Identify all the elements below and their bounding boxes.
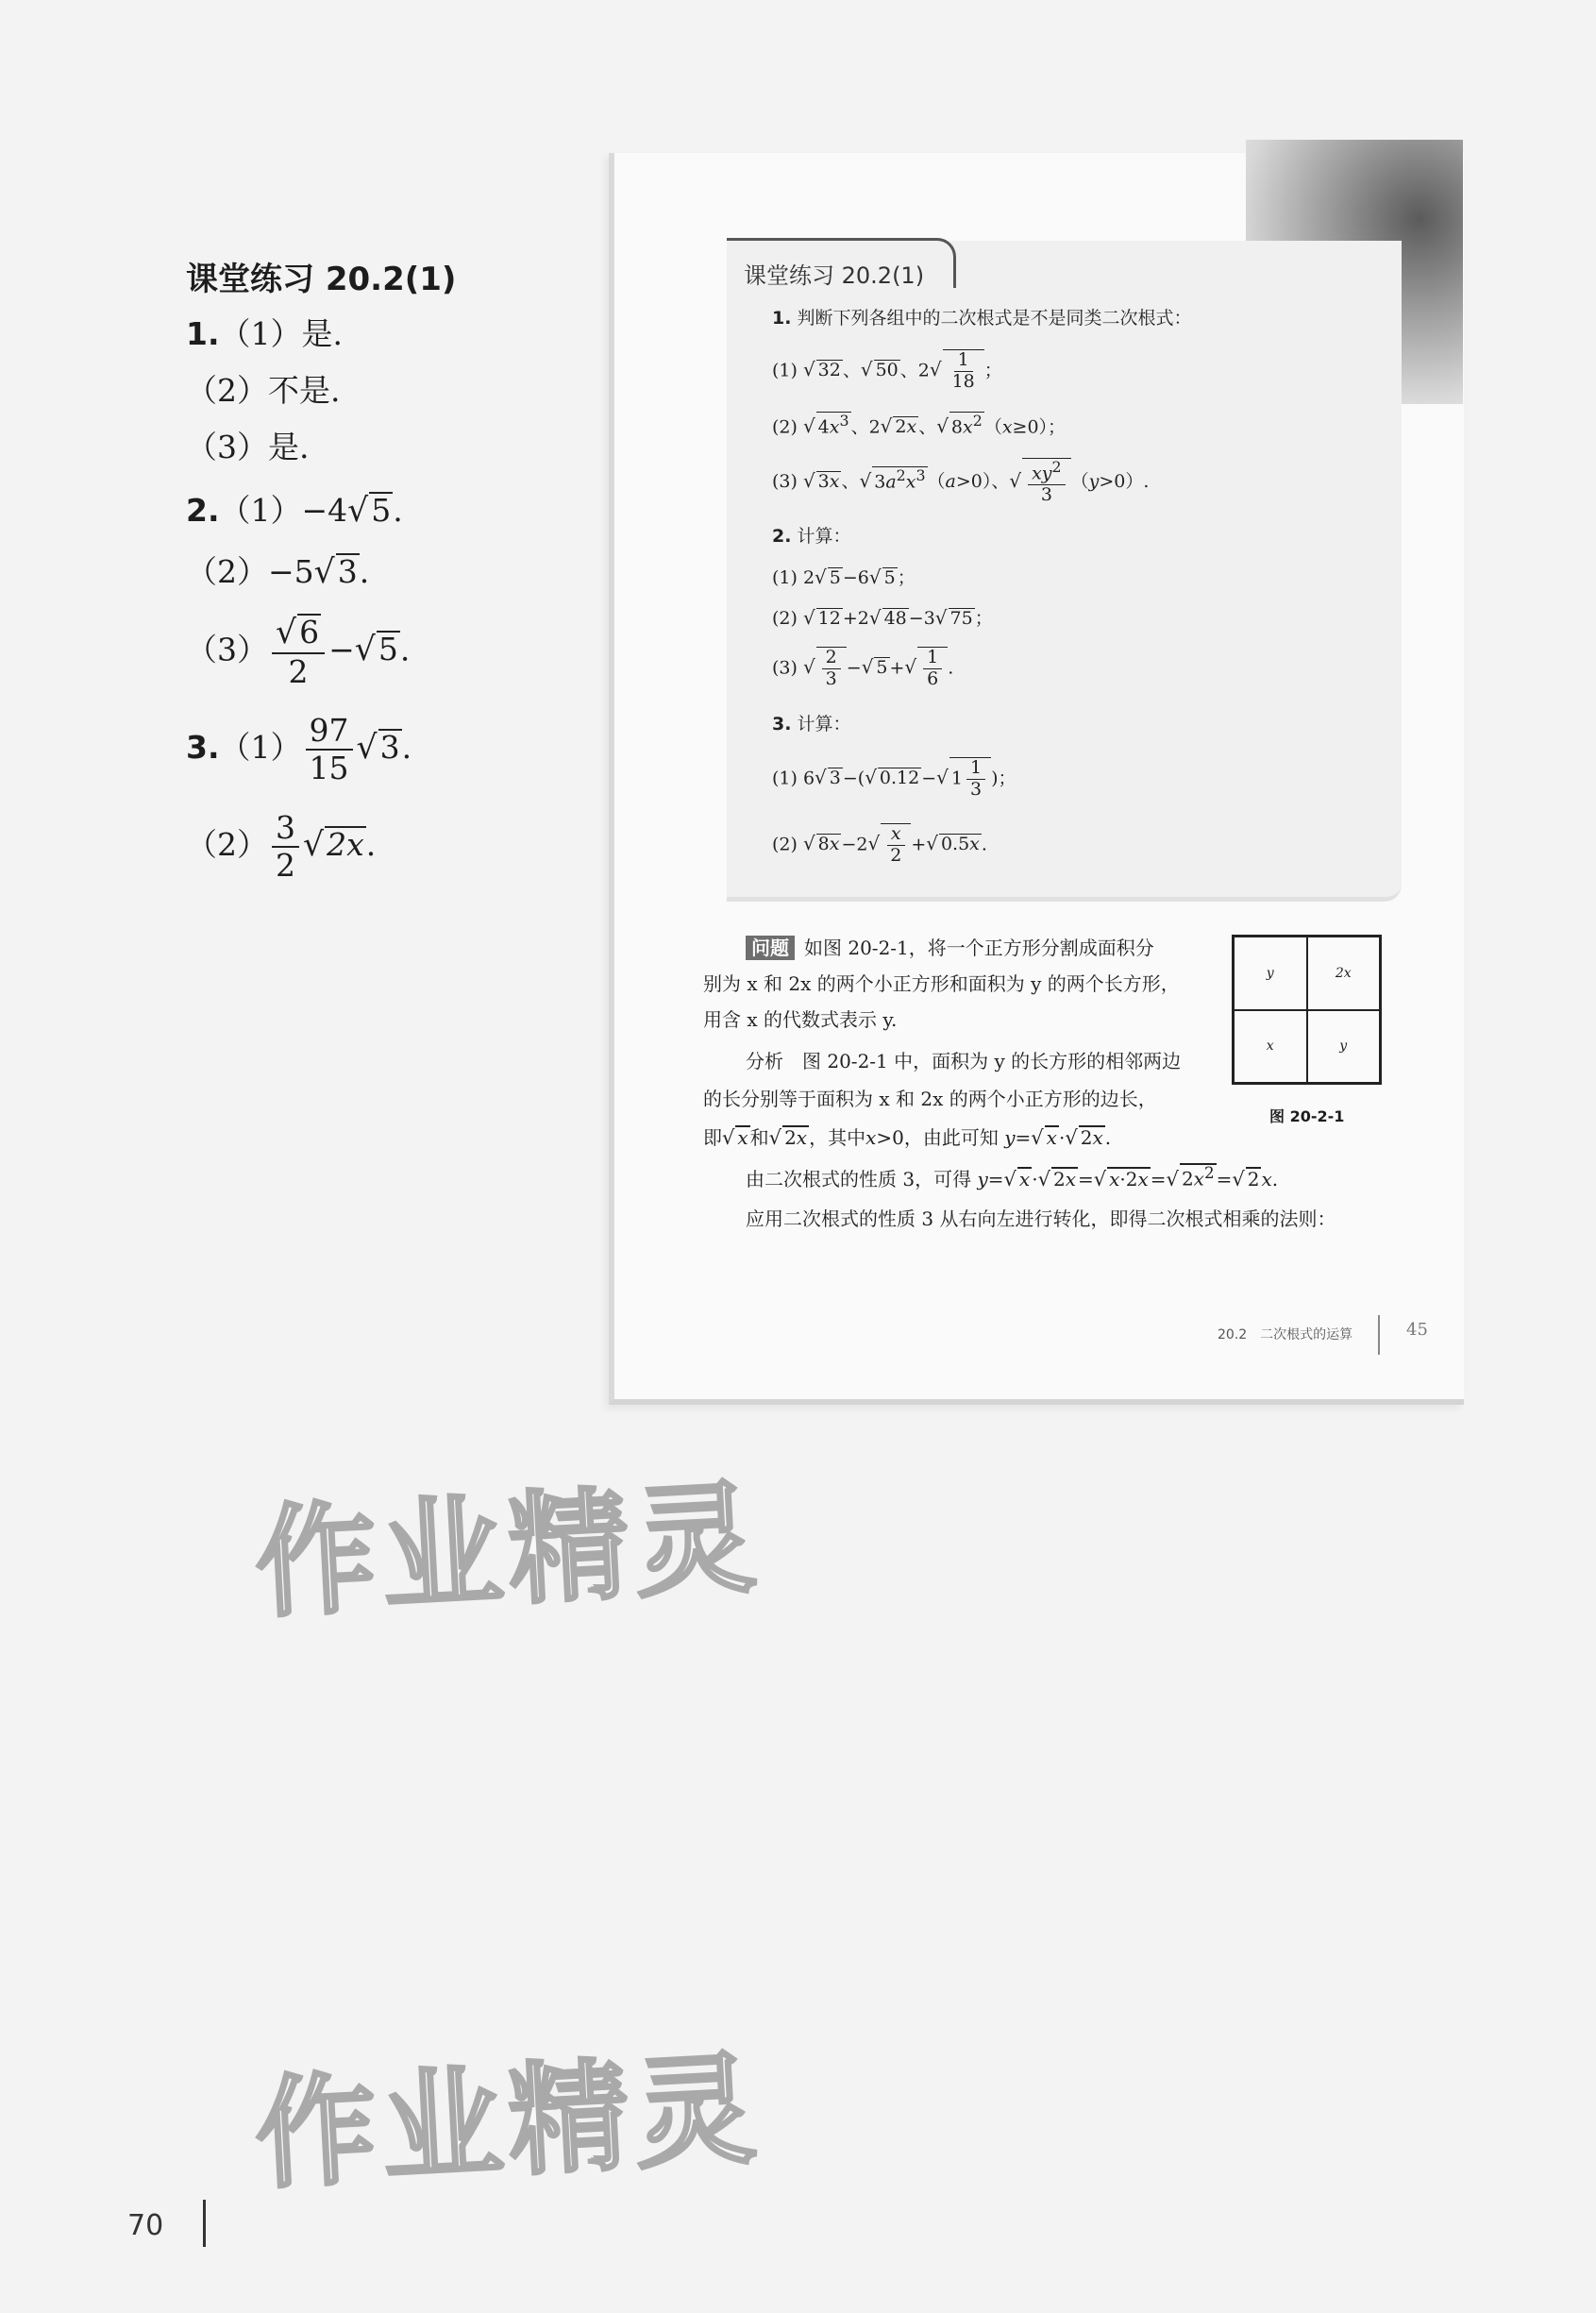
exercise-title: 课堂练习 20.2(1) — [744, 262, 925, 289]
figure-cell-tl: y — [1234, 937, 1307, 1010]
exercise-3-2: (2) √ 8x −2√ $\frac{x}{2}$ +√ 0.5x . — [772, 823, 987, 866]
page-number-divider — [203, 2200, 206, 2247]
answers-title: 课堂练习 20.2(1) — [186, 261, 457, 298]
problem-line-2: 别为 x 和 2x 的两个小正方形和面积为 y 的两个长方形， — [703, 972, 1180, 995]
property-line-1: 由二次根式的性质 3，可得 y=√ x ·√ 2x =√ x·2x =√ $2x^2$ =√ 2 x. — [746, 1164, 1279, 1190]
exercise-1-3: (3) √ 3x 、√ $3a^2x^3$ （a>0）、√ $\frac{xy^2}{3}$ （y>0）. — [772, 458, 1150, 506]
figure-cell-bl: x — [1234, 1010, 1307, 1084]
figure-cell-br: y — [1307, 1010, 1381, 1084]
answer-1-2: （2）不是. — [186, 372, 341, 409]
problem-line-3: 用含 x 的代数式表示 y. — [703, 1008, 898, 1031]
figure-caption: 图 20-2-1 — [1269, 1107, 1345, 1125]
figure-cell-tr: 2x — [1307, 937, 1381, 1010]
exercise-3-1: (1) 6√ 3 −(√ 0.12 −√ 1 $\frac{1}{3}$ )； — [772, 757, 1016, 800]
problem-line-1: 问题 如图 20-2-1，将一个正方形分割成面积分 — [746, 930, 1154, 966]
problem-tag: 问题 — [746, 936, 795, 960]
answer-1-1: 1.（1）是. — [186, 315, 343, 352]
footer-page-number: 45 — [1406, 1320, 1428, 1340]
footer-divider — [1378, 1315, 1380, 1355]
answer-2-3: （3） $\frac{√6}{2}$ −√5. — [186, 614, 411, 690]
exercise-1-prompt: 1. 判断下列各组中的二次根式是不是同类二次根式： — [772, 308, 1192, 329]
answer-1-3: （3）是. — [186, 429, 310, 465]
exercise-1-1: (1) √ 32 、√ 50 、2√ $\frac{1}{18}$ ； — [772, 349, 1002, 392]
analysis-line-1: 分析 图 20-2-1 中，面积为 y 的长方形的相邻两边 — [746, 1050, 1182, 1072]
answer-2-2: （2）−5√3. — [186, 553, 370, 591]
answer-3-2: （2） $\frac{3}{2}$ √2x. — [186, 809, 377, 884]
answer-3-1: 3.（1） $\frac{97}{15}$ √3. — [186, 712, 412, 786]
exercise-1-2: (2) √ $4x^3$ 、2√ 2x 、√ $8x^2$ （x≥0）； — [772, 412, 1067, 438]
answer-2-1: 2.（1）−4√5. — [186, 492, 403, 530]
watermark-top: 作业精灵 — [252, 1468, 765, 1635]
footer-section: 20.2 二次根式的运算 — [1218, 1327, 1353, 1342]
analysis-line-2: 的长分别等于面积为 x 和 2x 的两个小正方形的边长， — [703, 1088, 1157, 1110]
exercise-2-2: (2) √ 12 +2√ 48 −3√ 75 ； — [772, 606, 993, 629]
exercise-3-prompt: 3. 计算： — [772, 714, 851, 734]
property-line-2: 应用二次根式的性质 3 从右向左进行转化，即得二次根式相乘的法则： — [746, 1207, 1336, 1230]
watermark-bottom: 作业精灵 — [252, 2039, 765, 2206]
exercise-2-1: (1) 2√ 5 −6√ 5 ； — [772, 566, 916, 588]
exercise-2-3: (3) √ $\frac{2}{3}$ −√ 5 +√ $\frac{1}{6}$ . — [772, 647, 954, 689]
figure-20-2-1 — [1232, 935, 1382, 1085]
analysis-line-3: 即√ x 和√ 2x ，其中x>0，由此可知 y=√ x ·√ 2x . — [703, 1126, 1112, 1149]
exercise-2-prompt: 2. 计算： — [772, 526, 851, 547]
page-number: 70 — [127, 2209, 164, 2242]
